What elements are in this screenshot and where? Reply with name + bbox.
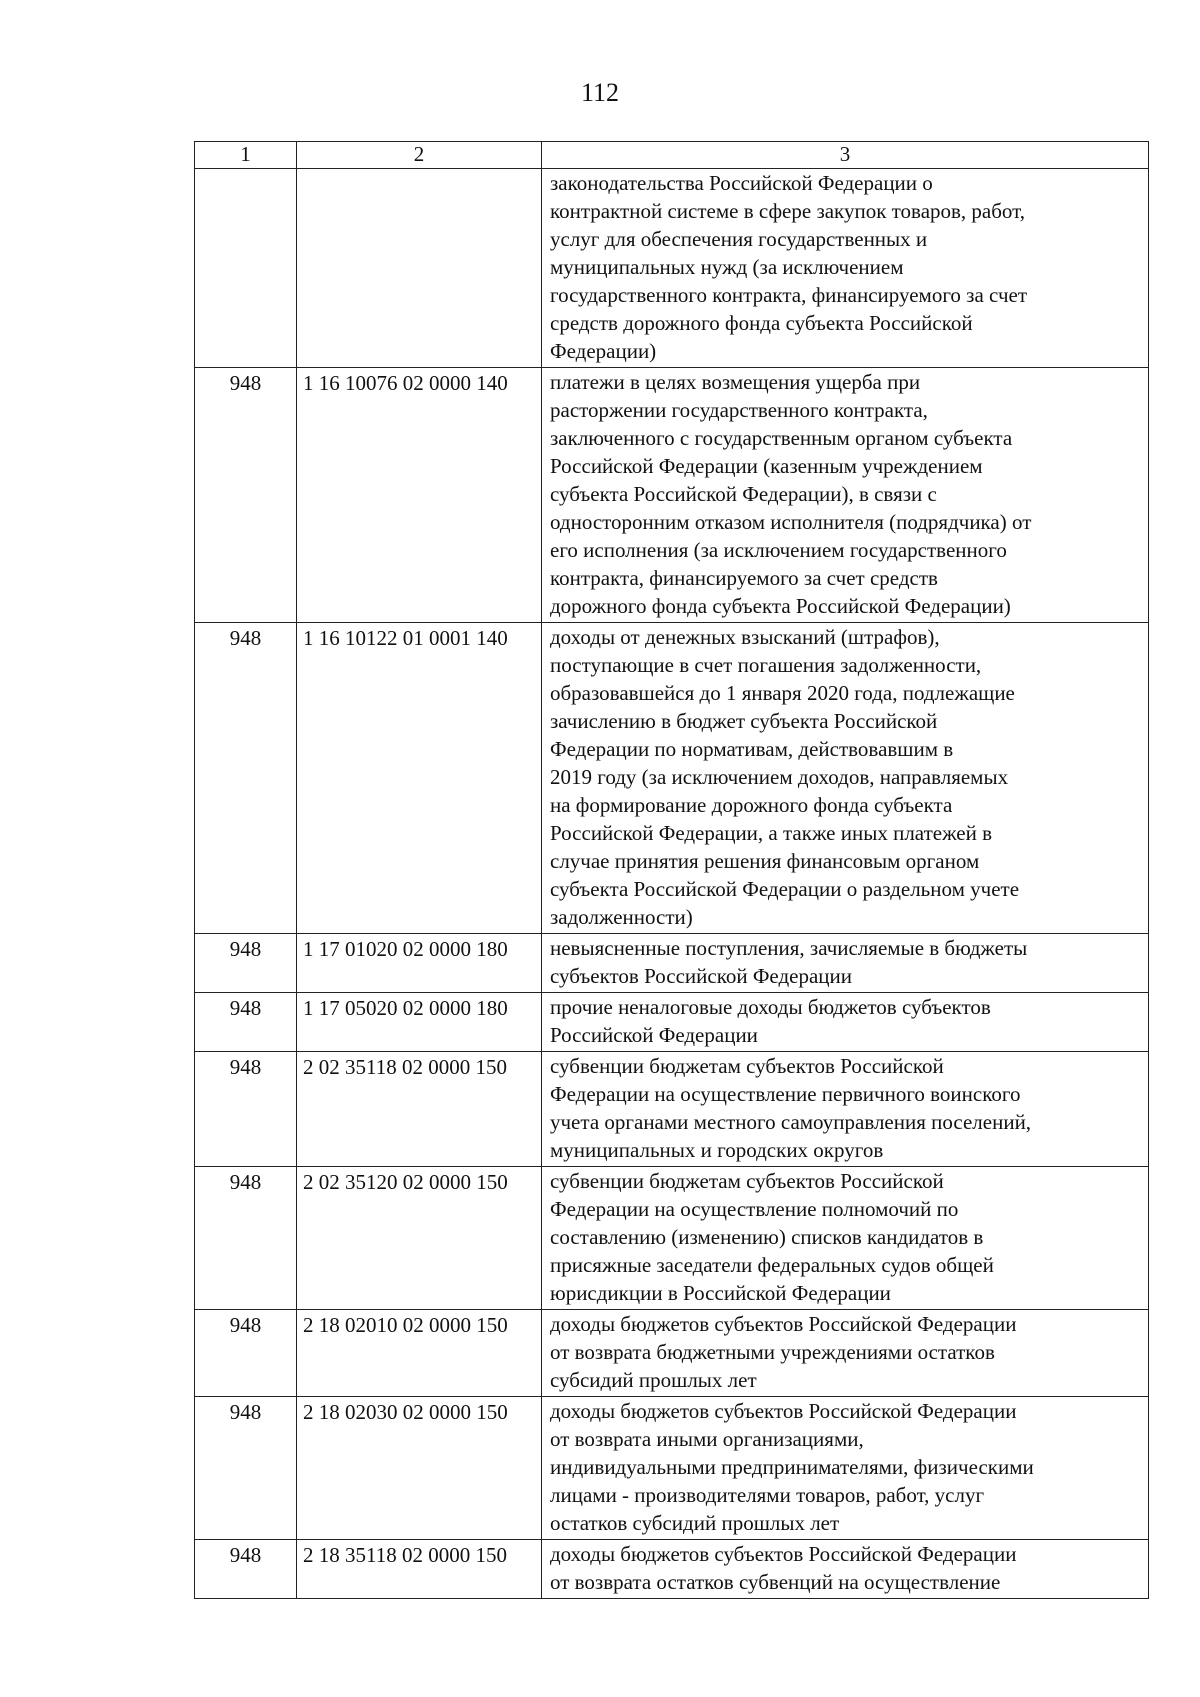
administrator-code-cell: 948 xyxy=(195,1397,297,1540)
description-line: услуг для обеспечения государственных и xyxy=(550,227,928,251)
administrator-code-cell: 948 xyxy=(195,623,297,934)
administrator-code-cell: 948 xyxy=(195,1052,297,1167)
description-line: законодательства Российской Федерации о xyxy=(550,171,933,195)
page-number: 112 xyxy=(580,78,620,107)
revenue-description-cell xyxy=(542,993,1149,1052)
revenue-description-cell xyxy=(542,1167,1149,1310)
column-header-1: 1 xyxy=(195,142,297,169)
revenue-description-cell xyxy=(542,368,1149,623)
description-line: прочие неналоговые доходы бюджетов субъектов xyxy=(550,995,991,1019)
description-line: 2019 году (за исключением доходов, направляемых xyxy=(550,765,1009,789)
description-line: контрактной системе в сфере закупок товаров, работ, xyxy=(550,199,1026,223)
description-line: платежи в целях возмещения ущерба при xyxy=(550,370,921,394)
budget-classification-code-cell: 1 17 05020 02 0000 180 xyxy=(297,993,542,1052)
revenue-description-cell xyxy=(542,1397,1149,1540)
description-line: заключенного с государственным органом субъекта xyxy=(550,426,1013,450)
description-line: Федерации на осуществление полномочий по xyxy=(550,1197,959,1221)
table-row xyxy=(195,1540,1149,1599)
description-line: от возврата остатков субвенций на осуществление xyxy=(550,1570,1001,1594)
revenue-codes-table xyxy=(194,141,1149,1599)
revenue-description-cell xyxy=(542,1052,1149,1167)
description-line: случае принятия решения финансовым органом xyxy=(550,849,980,873)
description-line: доходы бюджетов субъектов Российской Федерации xyxy=(550,1312,1017,1336)
administrator-code-cell: 948 xyxy=(195,1167,297,1310)
administrator-code-cell: 948 xyxy=(195,368,297,623)
description-line: субъекта Российской Федерации), в связи с xyxy=(550,482,937,506)
budget-classification-code-cell: 2 18 02030 02 0000 150 xyxy=(297,1397,542,1540)
description-line: составлению (изменению) списков кандидатов в xyxy=(550,1225,984,1249)
description-line: муниципальных нужд (за исключением xyxy=(550,255,904,279)
description-line: его исполнения (за исключением государственного xyxy=(550,538,1007,562)
table-row xyxy=(195,1397,1149,1540)
description-line: индивидуальными предпринимателями, физическими xyxy=(550,1455,1034,1479)
administrator-code-cell: 948 xyxy=(195,993,297,1052)
description-line: присяжные заседатели федеральных судов общей xyxy=(550,1253,994,1277)
budget-classification-code-cell: 2 02 35120 02 0000 150 xyxy=(297,1167,542,1310)
revenue-description-cell xyxy=(542,623,1149,934)
description-line: дорожного фонда субъекта Российской Федерации) xyxy=(550,594,1011,618)
description-line: Российской Федерации xyxy=(550,1023,758,1047)
description-line: средств дорожного фонда субъекта Российской xyxy=(550,311,973,335)
budget-classification-code-cell: 1 17 01020 02 0000 180 xyxy=(297,934,542,993)
budget-classification-code-cell: 2 18 02010 02 0000 150 xyxy=(297,1310,542,1397)
table-row xyxy=(195,623,1149,934)
table-row xyxy=(195,1052,1149,1167)
description-line: Федерации) xyxy=(550,339,657,363)
description-line: Федерации на осуществление первичного воинского xyxy=(550,1082,1021,1106)
description-line: доходы бюджетов субъектов Российской Федерации xyxy=(550,1399,1017,1423)
description-line: образовавшейся до 1 января 2020 года, подлежащие xyxy=(550,681,1015,705)
description-line: односторонним отказом исполнителя (подрядчика) от xyxy=(550,510,1032,534)
administrator-code-cell: 948 xyxy=(195,934,297,993)
description-line: остатков субсидий прошлых лет xyxy=(550,1511,840,1535)
column-header-2: 2 xyxy=(297,142,542,169)
description-line: лицами - производителями товаров, работ, услуг xyxy=(550,1483,985,1507)
administrator-code-cell: 948 xyxy=(195,1310,297,1397)
budget-classification-code-cell: 2 02 35118 02 0000 150 xyxy=(297,1052,542,1167)
description-line: муниципальных и городских округов xyxy=(550,1138,884,1162)
table-row xyxy=(195,1310,1149,1397)
description-line: невыясненные поступления, зачисляемые в бюджеты xyxy=(550,936,1028,960)
description-line: контракта, финансируемого за счет средств xyxy=(550,566,938,590)
revenue-description-cell xyxy=(542,934,1149,993)
budget-classification-code-cell xyxy=(297,169,542,368)
description-line: Федерации по нормативам, действовавшим в xyxy=(550,737,954,761)
revenue-description-cell xyxy=(542,1310,1149,1397)
description-line: от возврата иными организациями, xyxy=(550,1427,864,1451)
description-line: расторжении государственного контракта, xyxy=(550,398,928,422)
description-line: задолженности) xyxy=(550,905,693,929)
description-line: Российской Федерации (казенным учреждением xyxy=(550,454,983,478)
description-line: юрисдикции в Российской Федерации xyxy=(550,1281,891,1305)
description-line: субъектов Российской Федерации xyxy=(550,964,853,988)
description-line: субвенции бюджетам субъектов Российской xyxy=(550,1054,944,1078)
table-header-row xyxy=(195,142,1149,169)
budget-classification-code-cell: 2 18 35118 02 0000 150 xyxy=(297,1540,542,1599)
column-header-3: 3 xyxy=(542,142,1149,169)
budget-classification-code-cell: 1 16 10076 02 0000 140 xyxy=(297,368,542,623)
administrator-code-cell: 948 xyxy=(195,1540,297,1599)
revenue-description-cell xyxy=(542,1540,1149,1599)
table-row xyxy=(195,993,1149,1052)
table-row xyxy=(195,169,1149,368)
description-line: на формирование дорожного фонда субъекта xyxy=(550,793,953,817)
table-row xyxy=(195,368,1149,623)
description-line: субсидий прошлых лет xyxy=(550,1368,757,1392)
description-line: субъекта Российской Федерации о раздельном учете xyxy=(550,877,1020,901)
administrator-code-cell xyxy=(195,169,297,368)
description-line: государственного контракта, финансируемого за счет xyxy=(550,283,1028,307)
table-body xyxy=(195,169,1149,1599)
table-row xyxy=(195,1167,1149,1310)
budget-classification-code-cell: 1 16 10122 01 0001 140 xyxy=(297,623,542,934)
revenue-description-cell xyxy=(542,169,1149,368)
description-line: субвенции бюджетам субъектов Российской xyxy=(550,1169,944,1193)
table-row xyxy=(195,934,1149,993)
description-line: поступающие в счет погашения задолженности, xyxy=(550,653,982,677)
description-line: зачислению в бюджет субъекта Российской xyxy=(550,709,938,733)
description-line: учета органами местного самоуправления поселений, xyxy=(550,1110,1032,1134)
description-line: Российской Федерации, а также иных платежей в xyxy=(550,821,993,845)
description-line: доходы бюджетов субъектов Российской Федерации xyxy=(550,1542,1017,1566)
description-line: доходы от денежных взысканий (штрафов), xyxy=(550,625,940,649)
description-line: от возврата бюджетными учреждениями остатков xyxy=(550,1340,995,1364)
